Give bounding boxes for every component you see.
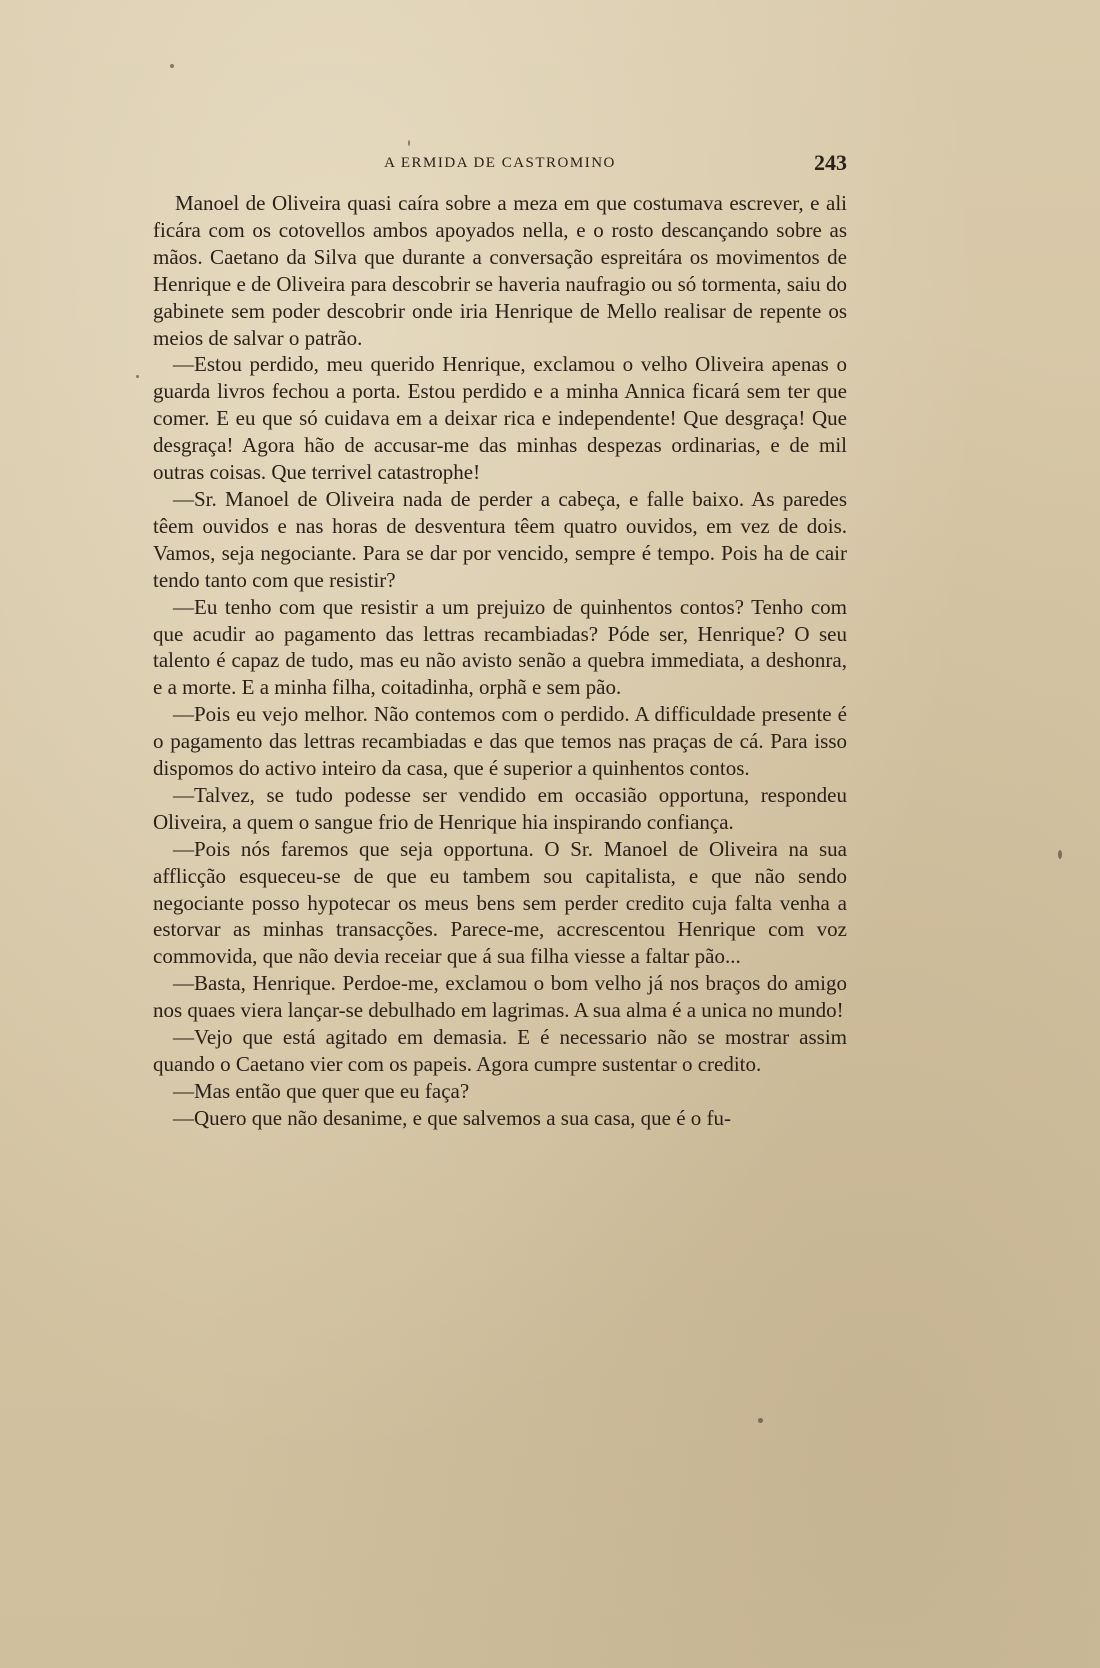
paragraph: —Sr. Manoel de Oliveira nada de perder a cabeça, e falle baixo. As paredes têem ouvidos e nas horas de desventura têem quatro ouvidos, em vez de dois. Vamos, seja negociante. Para se dar por vencido, sempre é tempo. Pois ha de cair tendo tanto com que resistir? bbox=[153, 486, 847, 592]
paragraph: —Basta, Henrique. Perdoe-me, exclamou o bom velho já nos braços do amigo nos quaes viera lançar-se debulhado em lagrimas. A sua alma é a unica no mundo! bbox=[153, 971, 847, 1023]
paragraph: Manoel de Oliveira quasi caíra sobre a meza em que costumava escrever, e ali ficára com os cotovellos ambos apoyados nella, e o rosto descançando sobre as mãos. Caetano da Silva que durante a conversação espreitára os movimentos de Henrique e de Oliveira para descobrir se haveria naufragio ou só tormenta, saiu do gabinete sem poder descobrir onde iria Henrique de Mello realisar de repente os meios de salvar o patrão. bbox=[153, 191, 847, 350]
running-title: A ERMIDA DE CASTROMINO bbox=[384, 155, 616, 171]
paper-speck bbox=[170, 64, 174, 68]
paper-speck bbox=[758, 1418, 763, 1423]
paragraph: —Quero que não desanime, e que salvemos a sua casa, que é o fu- bbox=[173, 1105, 732, 1130]
paragraph: —Eu tenho com que resistir a um prejuizo de quinhentos contos? Tenho com que acudir ao pagamento das lettras recambiadas? Póde ser, Henrique? O seu talento é capaz de tudo, mas eu não avisto senão a quebra immediata, a deshonra, e a morte. E a minha filha, coitadinha, orphã e sem pão. bbox=[153, 594, 847, 700]
paragraph: —Vejo que está agitado em demasia. E é necessario não se mostrar assim quando o Caetano vier com os papeis. Agora cumpre sustentar o credito. bbox=[153, 1025, 847, 1076]
paper-speck bbox=[408, 140, 410, 146]
body-text bbox=[153, 190, 847, 1132]
paper-speck bbox=[136, 375, 139, 378]
page-number: 243 bbox=[814, 150, 847, 175]
paragraph: —Pois nós faremos que seja opportuna. O Sr. Manoel de Oliveira na sua afflicção esqueceu-se de que eu tambem sou capitalista, e que não sendo negociante posso hypotecar os meus bens sem perder credito cuja falta venha a estorvar as minhas transacções. Parece-me, accrescentou Henrique com voz commovida, que não devia receiar que á sua filha viesse a faltar pão... bbox=[153, 836, 847, 969]
paragraph: —Mas então que quer que eu faça? bbox=[173, 1078, 470, 1103]
paper-speck bbox=[1058, 850, 1062, 859]
paragraph: —Estou perdido, meu querido Henrique, exclamou o velho Oliveira apenas o guarda livros fechou a porta. Estou perdido e a minha Annica ficará sem ter que comer. E eu que só cuidava em a deixar rica e independente! Que desgraça! Que desgraça! Agora hão de accusar-me das minhas despezas ordinarias, e de mil outras coisas. Que terrivel catastrophe! bbox=[153, 352, 847, 485]
running-head bbox=[153, 152, 847, 178]
paragraph: —Pois eu vejo melhor. Não contemos com o perdido. A difficuldade presente é o pagamento das lettras recambiadas e das que temos nas praças de cá. Para isso dispomos do activo inteiro da casa, que é superior a quinhentos contos. bbox=[153, 702, 847, 781]
paragraph: —Talvez, se tudo podesse ser vendido em occasião opportuna, respondeu Oliveira, a quem o sangue frio de Henrique hia inspirando confiança. bbox=[153, 782, 847, 834]
